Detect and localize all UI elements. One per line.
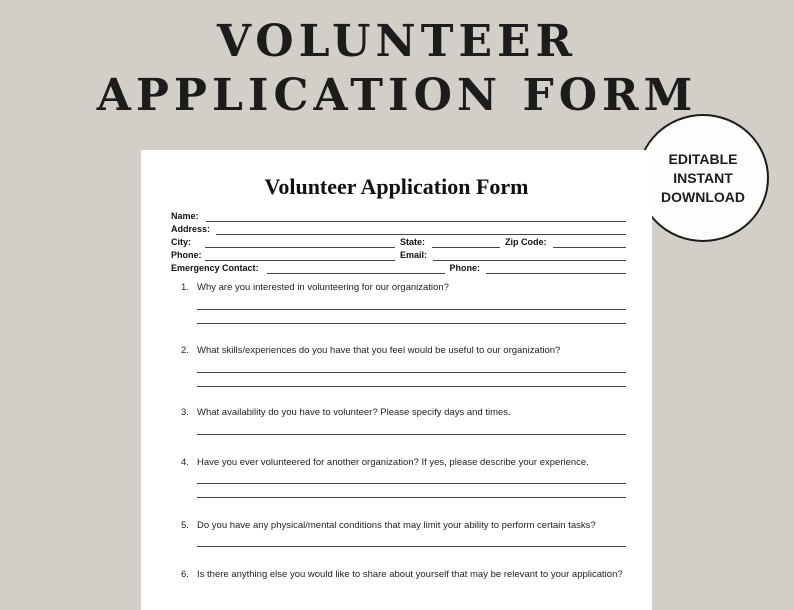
email-label: Email: [400, 250, 428, 260]
phone-label: Phone: [171, 250, 202, 260]
emergency-contact-label: Emergency Contact: [171, 263, 259, 273]
question-text: What availability do you have to volunteer? Please specify days and times. [197, 407, 511, 418]
phone-row [171, 248, 626, 261]
phone-field[interactable] [205, 250, 395, 261]
city-field[interactable] [205, 237, 395, 248]
emergency-phone-label: Phone: [449, 263, 481, 273]
answer-1-line-2[interactable] [197, 323, 626, 324]
question-2 [181, 345, 626, 357]
name-row [171, 209, 626, 222]
address-label: Address: [171, 224, 211, 234]
badge-line-download: DOWNLOAD [661, 188, 745, 205]
banner-title-line-1: VOLUNTEER [216, 16, 578, 67]
question-number: 5. [181, 520, 189, 531]
state-field[interactable] [432, 237, 500, 248]
question-3 [181, 407, 626, 419]
address-field[interactable] [216, 224, 626, 235]
question-5 [181, 520, 626, 532]
answer-4-line-2[interactable] [197, 497, 626, 498]
answer-2-line-2[interactable] [197, 386, 626, 387]
question-number: 6. [181, 569, 189, 580]
zip-field[interactable] [553, 237, 626, 248]
emergency-phone-field[interactable] [486, 263, 626, 274]
email-field[interactable] [433, 250, 626, 261]
question-6 [181, 569, 626, 581]
question-number: 3. [181, 407, 189, 418]
address-row [171, 222, 626, 235]
city-label: City: [171, 237, 191, 247]
form-sheet [141, 150, 652, 610]
zip-label: Zip Code: [505, 237, 547, 247]
state-label: State: [400, 237, 426, 247]
answer-2-line-1[interactable] [197, 372, 626, 373]
question-text: Why are you interested in volunteering for our organization? [197, 282, 449, 293]
emergency-contact-field[interactable] [267, 263, 445, 274]
answer-4-line-1[interactable] [197, 483, 626, 484]
question-number: 2. [181, 345, 189, 356]
answer-5-line-1[interactable] [197, 546, 626, 547]
question-text: Have you ever volunteered for another organization? If yes, please describe your experience. [197, 457, 589, 468]
banner-title-line-2: APPLICATION FORM [96, 70, 698, 121]
question-1 [181, 282, 626, 294]
badge-line-instant: INSTANT [673, 169, 733, 186]
name-label: Name: [171, 211, 199, 221]
city-row [171, 235, 626, 248]
answer-3-line-1[interactable] [197, 434, 626, 435]
download-badge [637, 114, 769, 242]
question-text: Do you have any physical/mental conditions that may limit your ability to perform certain tasks? [197, 520, 596, 531]
answer-1-line-1[interactable] [197, 309, 626, 310]
question-number: 4. [181, 457, 189, 468]
question-number: 1. [181, 282, 189, 293]
question-4 [181, 457, 626, 469]
form-title: Volunteer Application Form [264, 174, 529, 199]
emergency-row [171, 261, 626, 274]
name-field[interactable] [206, 211, 626, 222]
question-text: Is there anything else you would like to share about yourself that may be relevant to your application? [197, 569, 623, 580]
badge-line-editable: EDITABLE [668, 150, 738, 167]
question-text: What skills/experiences do you have that you feel would be useful to our organization? [197, 345, 561, 356]
